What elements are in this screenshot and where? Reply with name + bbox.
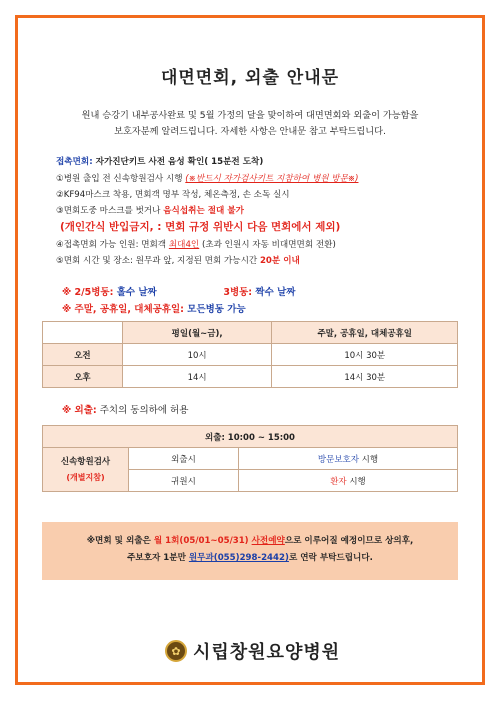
visit-item-2: ②KF94마스크 착용, 면회객 명부 작성, 체온측정, 손 소독 실시 — [56, 190, 290, 200]
visit-time-table — [42, 321, 458, 388]
table-row — [43, 448, 458, 470]
outing-time-header: 외출: 10:00 ~ 15:00 — [43, 426, 458, 448]
cell-weekday-afternoon: 14시 — [122, 366, 272, 388]
document-title: 대면면회, 외출 안내문 — [160, 68, 340, 88]
table-header-row — [43, 322, 458, 344]
hospital-name: 시립창원요양병원 — [193, 642, 341, 663]
cell-weekend-morning: 10시 30분 — [272, 344, 458, 366]
cell-weekday-morning: 10시 — [122, 344, 272, 366]
ward-odd-even: ※ 2/5병동: 홀수 날짜 3병동: 짝수 날짜 — [62, 287, 296, 298]
table-corner-cell — [43, 322, 123, 344]
intro-paragraph — [40, 108, 460, 140]
visit-item-1: ①병원 출입 전 신속항원검사 시행 (※반드시 자가검사키트 지참하여 병원 방문※) — [56, 174, 359, 184]
visit-item-5: ⑤면회 시간 및 장소: 원무과 앞, 지정된 면회 가능시간 20분 이내 — [56, 256, 300, 266]
outing-table — [42, 425, 458, 492]
table-row — [43, 344, 458, 366]
ward-holiday: ※ 주말, 공휴일, 대체공휴일: 모든병동 가능 — [62, 304, 246, 315]
reservation-notice — [42, 522, 458, 580]
outing-when-return: 귀원시 — [129, 470, 239, 492]
notice-line-2: 주보호자 1분만 원무과(055)298-2442)로 연락 부탁드립니다. — [127, 553, 373, 563]
hospital-emblem-icon: ✿ — [165, 640, 187, 662]
intro-line-1: 원내 승강기 내부공사완료 및 5월 가정의 달을 맞이하여 대면면회와 외출이 가능함을 — [81, 110, 419, 121]
outing-who-return: 환자 시행 — [239, 470, 458, 492]
visit-heading: 접촉면회: 자가진단키트 사전 음성 확인( 15분전 도착) — [56, 157, 264, 167]
cell-weekend-afternoon: 14시 30분 — [272, 366, 458, 388]
row-label-morning: 오전 — [43, 344, 123, 366]
header-weekday: 평일(월~금), — [122, 322, 272, 344]
outing-heading: ※ 외출: 주치의 동의하에 허용 — [62, 405, 189, 416]
intro-line-2: 보호자분께 알려드립니다. 자세한 사항은 안내문 참고 부탁드립니다. — [114, 126, 386, 137]
outing-header-row — [43, 426, 458, 448]
notice-line-1: ※면회 및 외출은 월 1회(05/01~05/31) 사전예약으로 이루어질 예정이므로 상의후, — [86, 536, 414, 546]
visit-item-3-warning: (개인간식 반입금지, : 면회 규정 위반시 다음 면회에서 제외) — [60, 221, 341, 233]
visit-item-1-note: (※반드시 자가검사키트 지참하여 병원 방문※) — [185, 174, 359, 184]
visit-item-4: ④접촉면회 가능 인원: 면회객 최대4인 (초과 인원시 자동 비대면면회 전환) — [56, 240, 336, 250]
rapid-test-label: 신속항원검사 (개별지참) — [43, 448, 129, 492]
table-row — [43, 366, 458, 388]
header-weekend: 주말, 공휴일, 대체공휴일 — [272, 322, 458, 344]
row-label-afternoon: 오후 — [43, 366, 123, 388]
hospital-logo — [165, 638, 340, 664]
visit-item-3: ③면회도중 마스크를 벗거나 음식섭취는 절대 불가 — [56, 206, 244, 216]
outing-when-out: 외출시 — [129, 448, 239, 470]
outing-who-out: 방문보호자 시행 — [239, 448, 458, 470]
